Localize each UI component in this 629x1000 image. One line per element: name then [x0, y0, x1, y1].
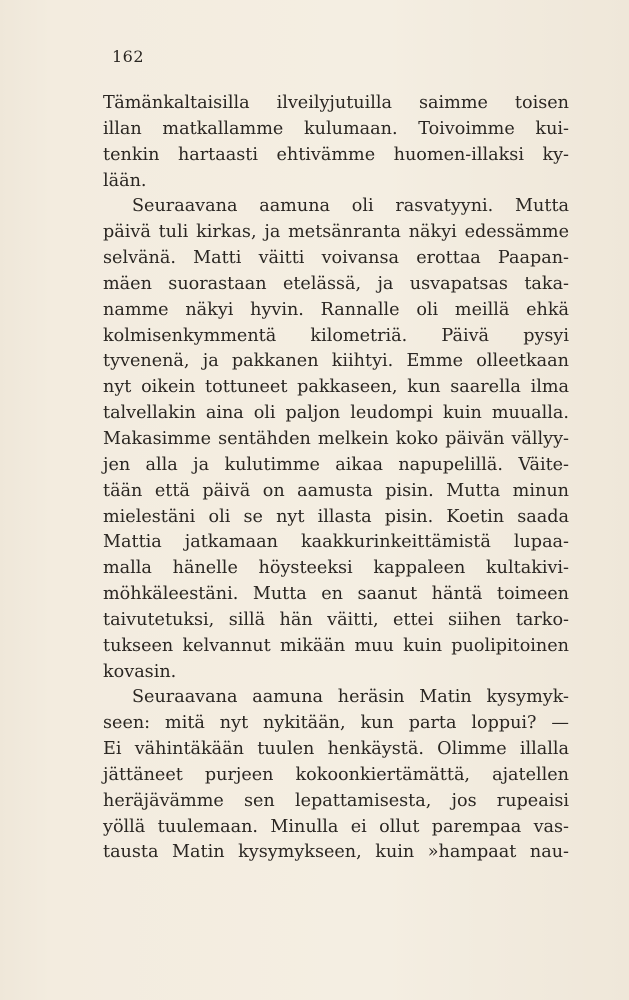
text-line: malla hänelle höysteeksi kappaleen kultakivi- [103, 558, 569, 579]
text-line: jättäneet purjeen kokoonkiertämättä, ajatellen [103, 764, 569, 785]
text-line: selvänä. Matti väitti voivansa erottaa Paapan- [103, 248, 569, 269]
text-line: illan matkallamme kulumaan. Toivoimme kui- [103, 118, 569, 139]
text-line: kolmisenkymmentä kilometriä. Päivä pysyi [103, 325, 569, 346]
text-line: möhkäleestäni. Mutta en saanut häntä toimeen [103, 584, 569, 605]
text-line: tausta Matin kysymykseen, kuin »hampaat nau- [103, 842, 569, 863]
text-line: Ei vähintäkään tuulen henkäystä. Olimme illalla [103, 739, 569, 760]
paragraph-start-line: Seuraavana aamuna heräsin Matin kysymyk- [132, 687, 569, 708]
text-line: tukseen kelvannut mikään muu kuin puolipitoinen [103, 635, 569, 656]
text-line: taivutetuksi, sillä hän väitti, ettei siihen tarko- [103, 609, 569, 630]
text-line: heräjävämme sen lepattamisesta, jos rupeaisi [103, 790, 569, 811]
text-line: tään että päivä on aamusta pisin. Mutta minun [103, 480, 569, 501]
text-line: Tämänkaltaisilla ilveilyjutuilla saimme toisen [103, 93, 569, 113]
text-line: Mattia jatkamaan kaakkurinkeittämistä lupaa- [103, 532, 569, 553]
text-line: tenkin hartaasti ehtivämme huomen-illaksi ky- [103, 144, 569, 165]
text-line: mäen suorastaan etelässä, ja usvapatsas taka- [103, 273, 569, 294]
text-line: mielestäni oli se nyt illasta pisin. Koetin saada [103, 506, 569, 527]
body-text [103, 91, 569, 866]
text-line: kovasin. [103, 661, 177, 682]
paragraph-start-line: Seuraavana aamuna oli rasvatyyni. Mutta [132, 196, 569, 217]
text-line: jen alla ja kulutimme aikaa napupelillä. Väite- [103, 454, 569, 475]
text-line: seen: mitä nyt nykitään, kun parta loppui? — [103, 713, 569, 734]
text-line: talvellakin aina oli paljon leudompi kuin muualla. [103, 403, 569, 424]
text-line: yöllä tuulemaan. Minulla ei ollut parempaa vas- [103, 816, 569, 837]
page-number: 162 [112, 47, 145, 66]
text-line: päivä tuli kirkas, ja metsänranta näkyi edessämme [103, 222, 569, 243]
text-line: namme näkyi hyvin. Rannalle oli meillä ehkä [103, 299, 569, 320]
text-line: lään. [103, 170, 147, 191]
text-line: tyvenenä, ja pakkanen kiihtyi. Emme olleetkaan [103, 351, 569, 372]
text-line: nyt oikein tottuneet pakkaseen, kun saarella ilma [103, 377, 569, 398]
text-line: Makasimme sentähden melkein koko päivän vällyy- [103, 428, 569, 449]
